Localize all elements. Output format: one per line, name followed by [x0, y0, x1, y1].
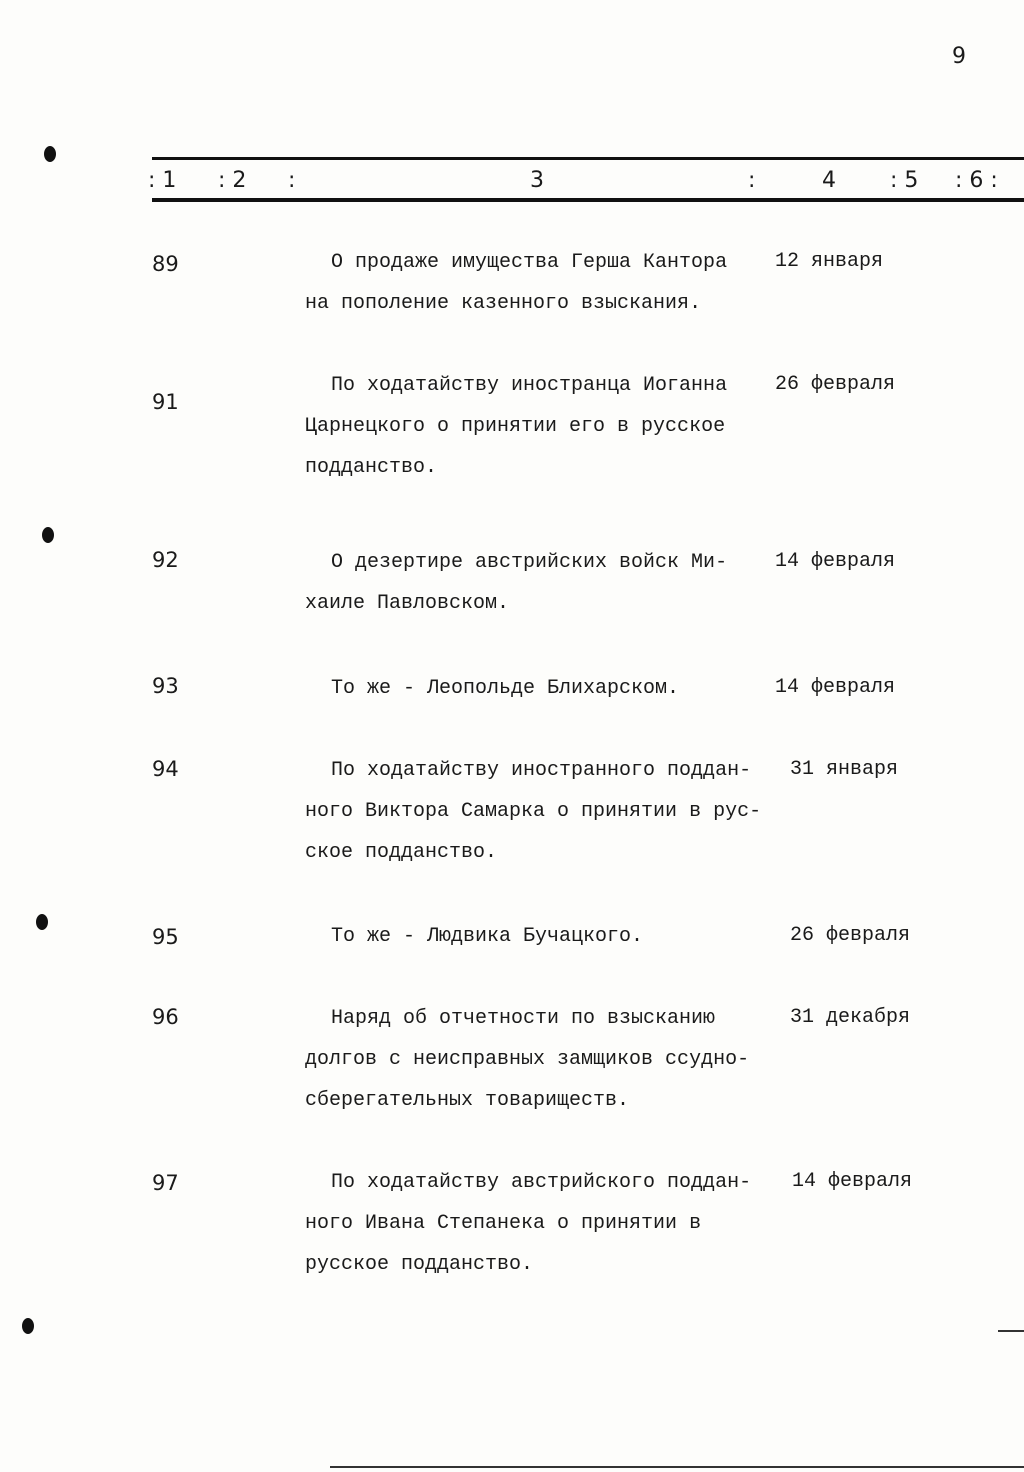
entry-number: 95: [152, 925, 179, 949]
entry-number: 92: [152, 548, 179, 572]
entry-number: 97: [152, 1171, 179, 1195]
entry-date: 14 февраля: [792, 1170, 913, 1193]
entry-date: 14 февраля: [775, 550, 896, 573]
entry-description: [305, 242, 785, 324]
description-line: ское подданство.: [305, 841, 498, 864]
column-header-6: : 5: [890, 168, 919, 193]
entry-date: 14 февраля: [775, 676, 896, 699]
column-header-3: 3: [530, 168, 544, 193]
description-line: русское подданство.: [305, 1253, 534, 1276]
entry-date: 26 февраля: [790, 924, 911, 947]
entry-date: 31 декабря: [790, 1006, 911, 1029]
description-line: По ходатайству иностранного поддан-: [331, 759, 752, 782]
header-rule-top: [152, 157, 1024, 160]
entry-number: 93: [152, 674, 179, 698]
description-line: Царнецкого о принятии его в русское: [305, 415, 726, 438]
description-line: О дезертире австрийских войск Ми-: [331, 551, 728, 574]
entry-description: [305, 365, 785, 488]
entry-description: [305, 1162, 785, 1285]
description-line: То же - Леопольде Блихарском.: [331, 677, 680, 700]
entry-description: [305, 916, 785, 957]
description-line: О продаже имущества Герша Кантора: [331, 251, 728, 274]
description-line: По ходатайству иностранца Иоганна: [331, 374, 728, 397]
column-header-4: :: [748, 168, 756, 193]
page-number: 9: [952, 44, 966, 69]
description-line: То же - Людвика Бучацкого.: [331, 925, 644, 948]
column-header-1: : 2: [218, 168, 247, 193]
punch-hole-mark: [44, 146, 56, 162]
entry-description: [305, 998, 785, 1121]
entry-date: 31 января: [790, 758, 899, 781]
punch-hole-mark: [36, 914, 48, 930]
entry-number: 89: [152, 252, 179, 276]
description-line: По ходатайству австрийского поддан-: [331, 1171, 752, 1194]
entry-date: 26 февраля: [775, 373, 896, 396]
punch-hole-mark: [22, 1318, 34, 1334]
punch-hole-mark: [42, 527, 54, 543]
entry-description: [305, 750, 785, 873]
entry-number: 94: [152, 757, 179, 781]
entry-description: [305, 668, 785, 709]
description-line: долгов с неисправных замщиков ссудно-: [305, 1048, 750, 1071]
description-line: сберегательных товариществ.: [305, 1089, 630, 1112]
column-header-0: : 1: [148, 168, 177, 193]
page-bottom-rule: [330, 1466, 1024, 1468]
description-line: на пополение казенного взыскания.: [305, 292, 702, 315]
column-header-5: 4: [822, 168, 836, 193]
description-line: Наряд об отчетности по взысканию: [331, 1007, 716, 1030]
description-line: хаиле Павловском.: [305, 592, 510, 615]
description-line: ного Виктора Самарка о принятии в рус-: [305, 800, 762, 823]
entry-date: 12 января: [775, 250, 884, 273]
description-line: ного Ивана Степанека о принятии в: [305, 1212, 702, 1235]
description-line: подданство.: [305, 456, 438, 479]
column-header-2: :: [288, 168, 296, 193]
header-rule-bottom: [152, 198, 1024, 202]
margin-mark: [998, 1330, 1024, 1332]
column-header-7: : 6 :: [955, 168, 998, 193]
entry-number: 96: [152, 1005, 179, 1029]
entry-description: [305, 542, 785, 624]
entry-number: 91: [152, 390, 179, 414]
